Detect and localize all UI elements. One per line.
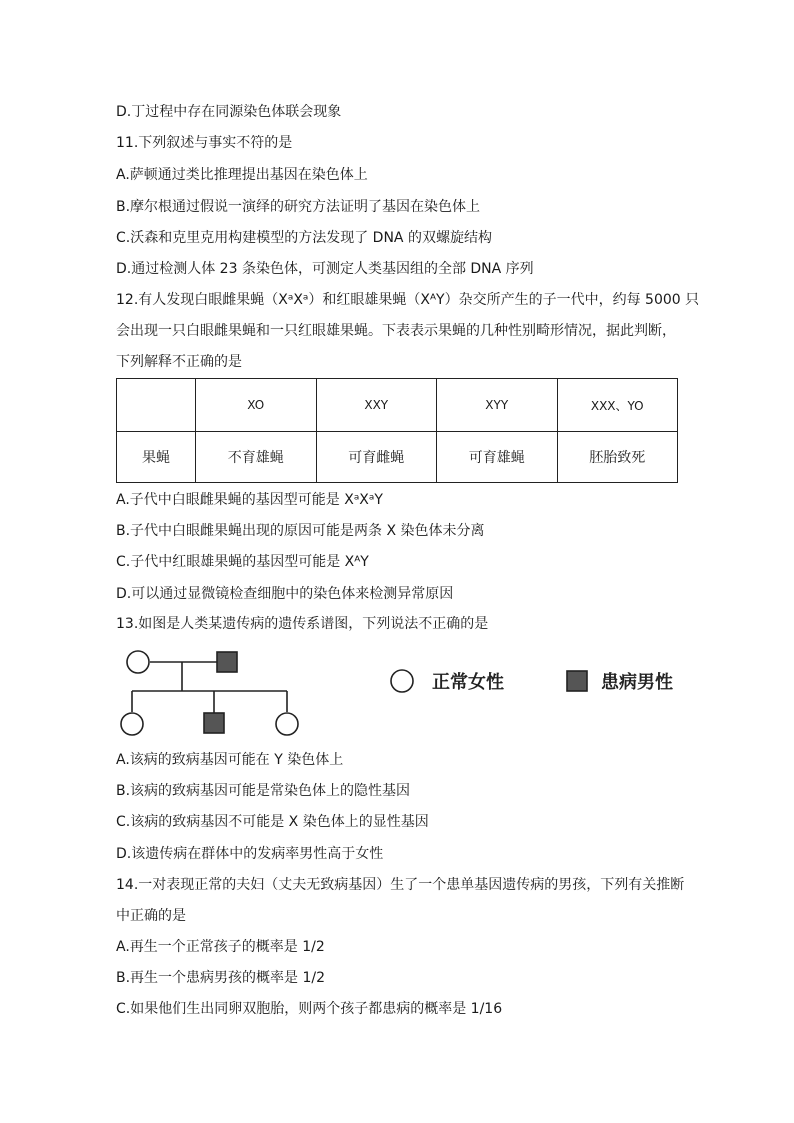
normal-female-child — [276, 713, 298, 735]
q11-option-b: B.摩尔根通过假说一演绎的研究方法证明了基因在染色体上 — [116, 199, 481, 215]
table-header-cell — [117, 379, 196, 432]
q13-stem: 13.如图是人类某遗传病的遗传系谱图，下列说法不正确的是 — [116, 616, 489, 632]
q13-option-a: A.该病的致病基因可能在 Y 染色体上 — [116, 752, 344, 768]
q13-option-d: D.该遗传病在群体中的发病率男性高于女性 — [116, 846, 384, 862]
normal-female-child — [121, 713, 143, 735]
q14-stem-line2: 中正确的是 — [116, 908, 186, 924]
table-header-cell: XO — [196, 379, 317, 432]
legend-normal-female-symbol — [391, 670, 413, 692]
q14-stem-line1: 14.一对表现正常的夫妇（丈夫无致病基因）生了一个患单基因遗传病的男孩，下列有关推断 — [116, 877, 685, 893]
q14-option-c: C.如果他们生出同卵双胞胎，则两个孩子都患病的概率是 1/16 — [116, 1001, 503, 1017]
table-cell: 不育雄蝇 — [196, 432, 317, 483]
q11-stem: 11.下列叙述与事实不符的是 — [116, 135, 293, 151]
table-cell: 胚胎致死 — [557, 432, 678, 483]
q12-option-a: A.子代中白眼雌果蝇的基因型可能是 XᵃXᵃY — [116, 492, 383, 508]
table-header-cell: XXY — [316, 379, 437, 432]
normal-female-parent — [127, 651, 149, 673]
legend-normal-female-label: 正常女性 — [432, 672, 504, 693]
q12-stem-line3: 下列解释不正确的是 — [116, 354, 242, 370]
affected-male-parent — [217, 652, 237, 672]
q11-option-a: A.萨顿通过类比推理提出基因在染色体上 — [116, 167, 368, 183]
table-row — [117, 432, 678, 483]
sex-abnormality-table — [116, 378, 678, 483]
q11-option-c: C.沃森和克里克用构建模型的方法发现了 DNA 的双螺旋结构 — [116, 230, 492, 246]
table-cell: 可育雄蝇 — [437, 432, 558, 483]
q11-option-d: D.通过检测人体 23 条染色体，可测定人类基因组的全部 DNA 序列 — [116, 261, 534, 277]
affected-male-child — [204, 713, 224, 733]
q12-stem-line2: 会出现一只白眼雌果蝇和一只红眼雄果蝇。下表表示果蝇的几种性别畸形情况，据此判断， — [116, 323, 676, 339]
legend-affected-male-symbol — [567, 671, 587, 691]
q12-stem-line1: 12.有人发现白眼雌果蝇（XᵃXᵃ）和红眼雄果蝇（XᴬY）杂交所产生的子一代中，约每 5000 只 — [116, 292, 700, 308]
pedigree-diagram — [116, 648, 706, 740]
q14-option-b: B.再生一个患病男孩的概率是 1/2 — [116, 970, 326, 986]
table-header-row — [117, 379, 678, 432]
table-header-cell: XYY — [437, 379, 558, 432]
table-cell: 可育雌蝇 — [316, 432, 437, 483]
q12-option-b: B.子代中白眼雌果蝇出现的原因可能是两条 X 染色体未分离 — [116, 523, 485, 539]
q13-option-c: C.该病的致病基因不可能是 X 染色体上的显性基因 — [116, 814, 429, 830]
table-cell: 果蝇 — [117, 432, 196, 483]
q14-option-a: A.再生一个正常孩子的概率是 1/2 — [116, 939, 325, 955]
q10-option-d: D.丁过程中存在同源染色体联会现象 — [116, 104, 342, 120]
q12-option-c: C.子代中红眼雄果蝇的基因型可能是 XᴬY — [116, 554, 369, 570]
q13-option-b: B.该病的致病基因可能是常染色体上的隐性基因 — [116, 783, 411, 799]
legend-affected-male-label: 患病男性 — [601, 672, 673, 693]
q12-option-d: D.可以通过显微镜检查细胞中的染色体来检测异常原因 — [116, 586, 454, 602]
table-header-cell: XXX、YO — [557, 379, 678, 432]
